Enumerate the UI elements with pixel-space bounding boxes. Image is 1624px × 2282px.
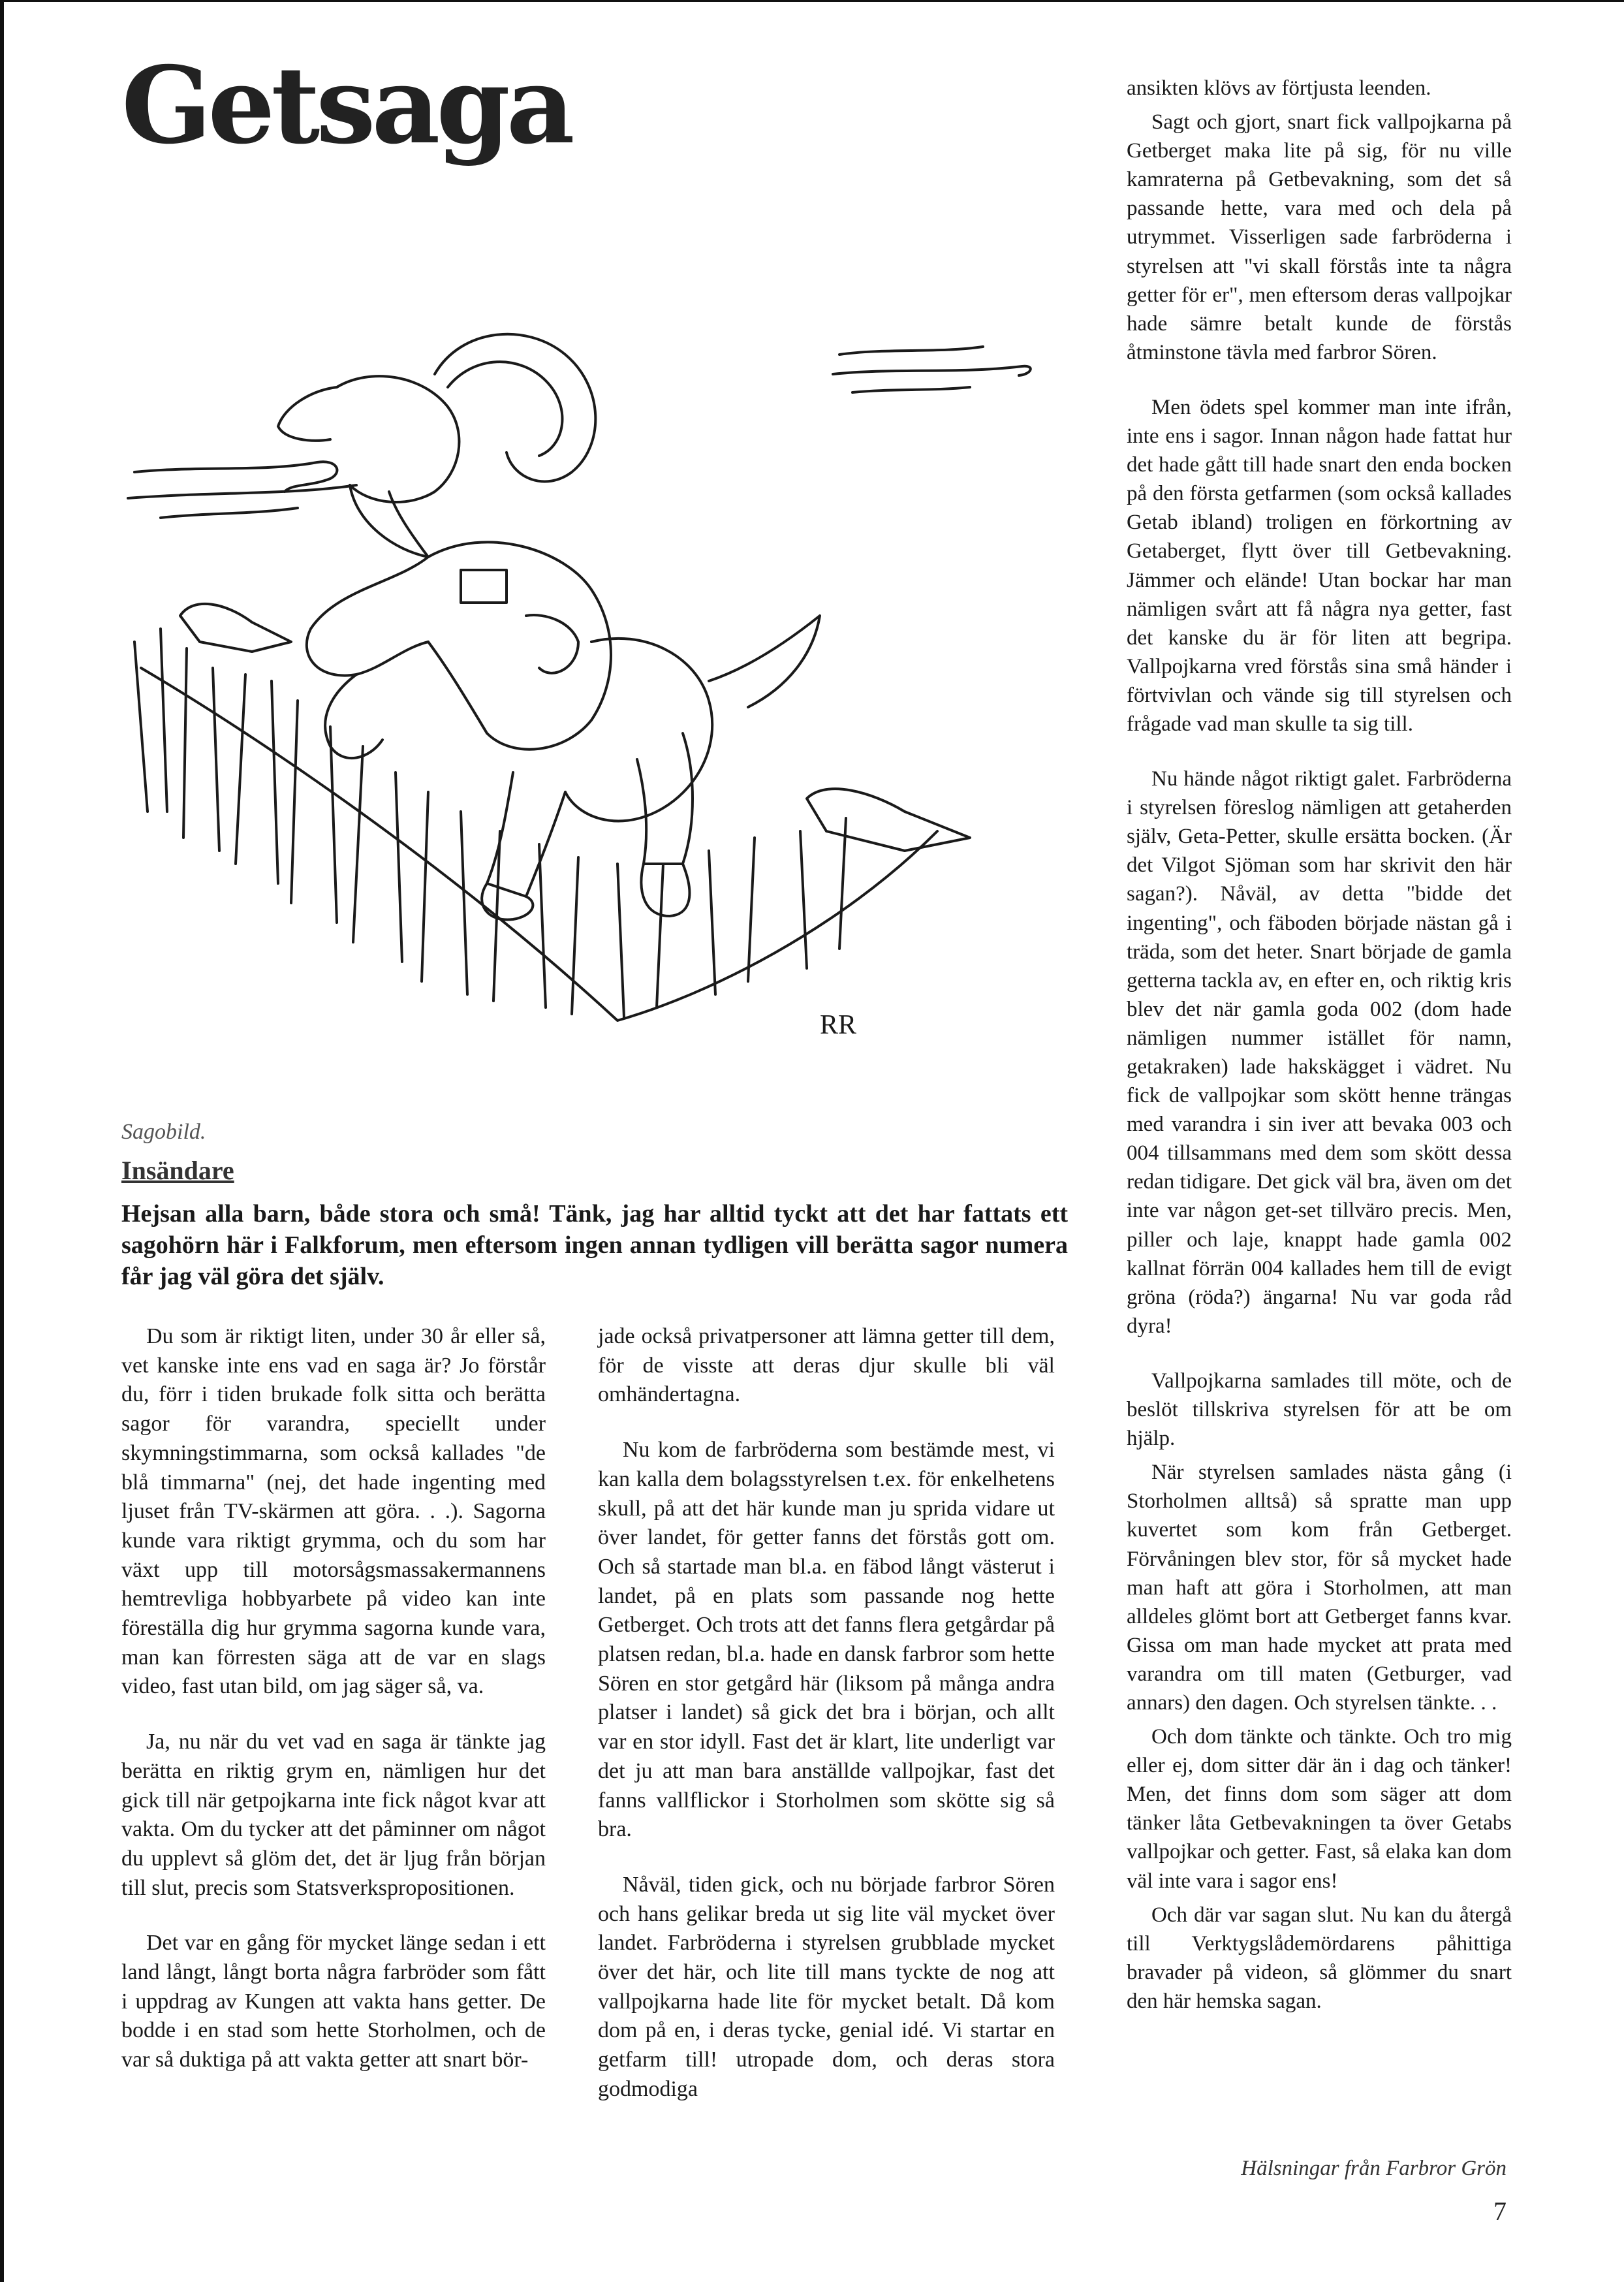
paragraph: Men ödets spel kommer man inte ifrån, inte ens i sagor. Innan någon hade fattat hur det hade gått till hade snart den enda bocken på den första getfarmen (som också kallades Getab ibland) troligen en förkortning av Getaberget, flytt över till Getbevakning. Jämmer och elände! Utan bockar har man nämligen svårt att få några nya getter, fast det kanske du är för liten att begripa. Vallpojkarna vred förstås sina små händer i förtvivlan och vände sig till styrelsen och frågade vad man skulle ta sig till. — [1127, 395, 1512, 736]
page-number: 7 — [1493, 2196, 1507, 2226]
paragraph: Vallpojkarna samlades till möte, och de beslöt tillskriva styrelsen för att be om hjälp. — [1127, 1369, 1512, 1451]
paragraph: ansikten klövs av förtjusta leenden. — [1127, 76, 1431, 100]
paragraph: Och dom tänkte och tänkte. Och tro mig eller ej, dom sitter där än i dag och tänker! Men, det finns dom som säger att dom tänker låta Getbevakningen ta över Getabs vallpojkar och getter. Fast, så elaka kan dom väl inte vara i sagor ens! — [1127, 1725, 1512, 1893]
signature: Hälsningar från Farbror Grön — [1241, 2157, 1507, 2180]
artist-signature: RR — [820, 1010, 857, 1040]
paragraph: jade också privatpersoner att lämna getter till dem, för de visste att deras djur skulle bli väl omhändertagna. — [598, 1324, 1055, 1407]
intro-paragraph: Hejsan alla barn, både stora och små! Tänk, jag har alltid tyckt att det har fattats ett sagohörn här i Falkforum, men eftersom ingen annan tydligen vill berätta sagor numera får jag väl göra det själv. — [121, 1200, 1068, 1290]
paragraph: Det var en gång för mycket länge sedan i ett land långt, långt borta några farbröder som fått i uppdrag av Kungen att vakta hans getter. De bodde i en stad som hette Storholmen, och de var så duktiga på att vakta getter att snart bör- — [121, 1931, 546, 2072]
paragraph: Du som är riktigt liten, under 30 år eller så, vet kanske inte ens vad en saga är? Jo förstår du, förr i tiden brukade folk sitta och berätta sagor för varandra, speciellt under skymningstimmarna, som också kallades "de blå timmarna" (nej, det hade ingenting med ljuset från TV-skärmen att göra. . .). Sagorna kunde vara riktigt grymma, och du som har växt upp till motorsågsmassakermannens hemtrevliga hobbyarbete på video kan inte föreställa dig hur grymma sagorna kunde vara, man kan förresten säga att de var en slags video, fast utan bild, om jag säger så, va. — [121, 1324, 546, 1699]
text-column-2 — [598, 1322, 1055, 2131]
text-column-1 — [121, 1322, 546, 2101]
paragraph: När styrelsen samlades nästa gång (i Storholmen alltså) så spratte man upp kuvertet som kom från Getberget. Förvåningen blev stor, för så mycket hade man haft att göra i Storholmen, att man alldeles glömt bort att Getberget fanns kvar. Gissa om man hade mycket att prata med varandra om till maten (Getburger, vad annars) den dagen. Och styrelsen tänkte. . . — [1127, 1461, 1512, 1715]
paragraph: Sagt och gjort, snart fick vallpojkarna på Getberget maka lite på sig, för nu ville kamraterna på Getbevakning, som det så passande hette, vara med och dela på utrymmet. Visserligen sade farbröderna i styrelsen att "vi skall förstås inte ta några getter för er", men eftersom deras vallpojkar hade sämre betalt kunde de förstås åtminstone tävla med farbror Sören. — [1127, 110, 1512, 364]
text-column-3 — [1127, 74, 1512, 2021]
paragraph: Ja, nu när du vet vad en saga är tänkte jag berätta en riktig grym en, nämligen hur det gick till när getpojkarna inte fick något kvar att vakta. Om du tycker att det påminner om något du upplevt så glöm det, det är ljug från början till slut, precis som Statsverkspropositionen. — [121, 1730, 546, 1900]
paragraph: Nu kom de farbröderna som bestämde mest, vi kan kalla dem bolagsstyrelsen t.ex. för enkelhetens skull, på att det här kunde man ju sprida vidare ut över landet, för getter fanns det förstås gott om. Och så startade man bl.a. en fäbod långt västerut i landet, på en plats som passande nog hette Getberget. Och trots att det fanns flera getgårdar på platsen redan, bl.a. hade en dansk farbror som hette Sören en stor getgård här (liksom på många andra platser i landet) så gick det bra i början, och allt var en stor idyll. Fast det är klart, lite underligt var det ju att man bara anställde vallpojkar, fast det fanns vallflickor i Storholmen som skötte sig så bra. — [598, 1438, 1055, 1842]
paragraph: Nåväl, tiden gick, och nu började farbror Sören och hans gelikar breda ut sig lite väl mycket över landet. Farbröderna i styrelsen grubblade mycket över det här, och lite till mans tyckte de nog att vallpojkarna hade lite för mycket betalt. Då kom dom på en, i deras tycke, genial idé. Vi startar en getfarm till! utropade dom, och deras stora godmodiga — [598, 1872, 1055, 2101]
goat-illustration-icon — [121, 276, 1074, 1060]
section-label: Insändare — [121, 1156, 234, 1185]
paragraph: Och där var sagan slut. Nu kan du återgå till Verktygslådemördarens påhittiga bravader på videon, så glömmer du snart den här hemska sagan. — [1127, 1903, 1512, 2013]
caption: Sagobild. — [121, 1120, 206, 1144]
paragraph: Nu hände något riktigt galet. Farbröderna i styrelsen föreslog nämligen att getaherden själv, Geta-Petter, skulle ersätta bocken. (Är det Vilgot Sjöman som har skrivit den här sagan?). Nåväl, av detta "bidde det ingenting", och fäboden började nästan gå i träda, som det heter. Snart började de gamla getterna tackla av, en efter en, och riktig kris blev det när gamla goda 002 (dom hade nämligen nummer istället för namn, getakraken) lade hakskägget i vädret. Nu fick de vallpojkar som skött henne trängas med varandra i sin iver att bevaka 003 och 004 tillsammans med dem som skött dessa redan tidigare. Det gick väl bra, även om det inte var någon get-set tillväro precis. Men, piller och laje, knappt hade gamla 002 kallnat förrän 004 kallades hem till de evigt gröna (röda?) ängarna! Nu var goda råd dyra! — [1127, 767, 1512, 1338]
page-title: Getsaga — [121, 44, 571, 168]
